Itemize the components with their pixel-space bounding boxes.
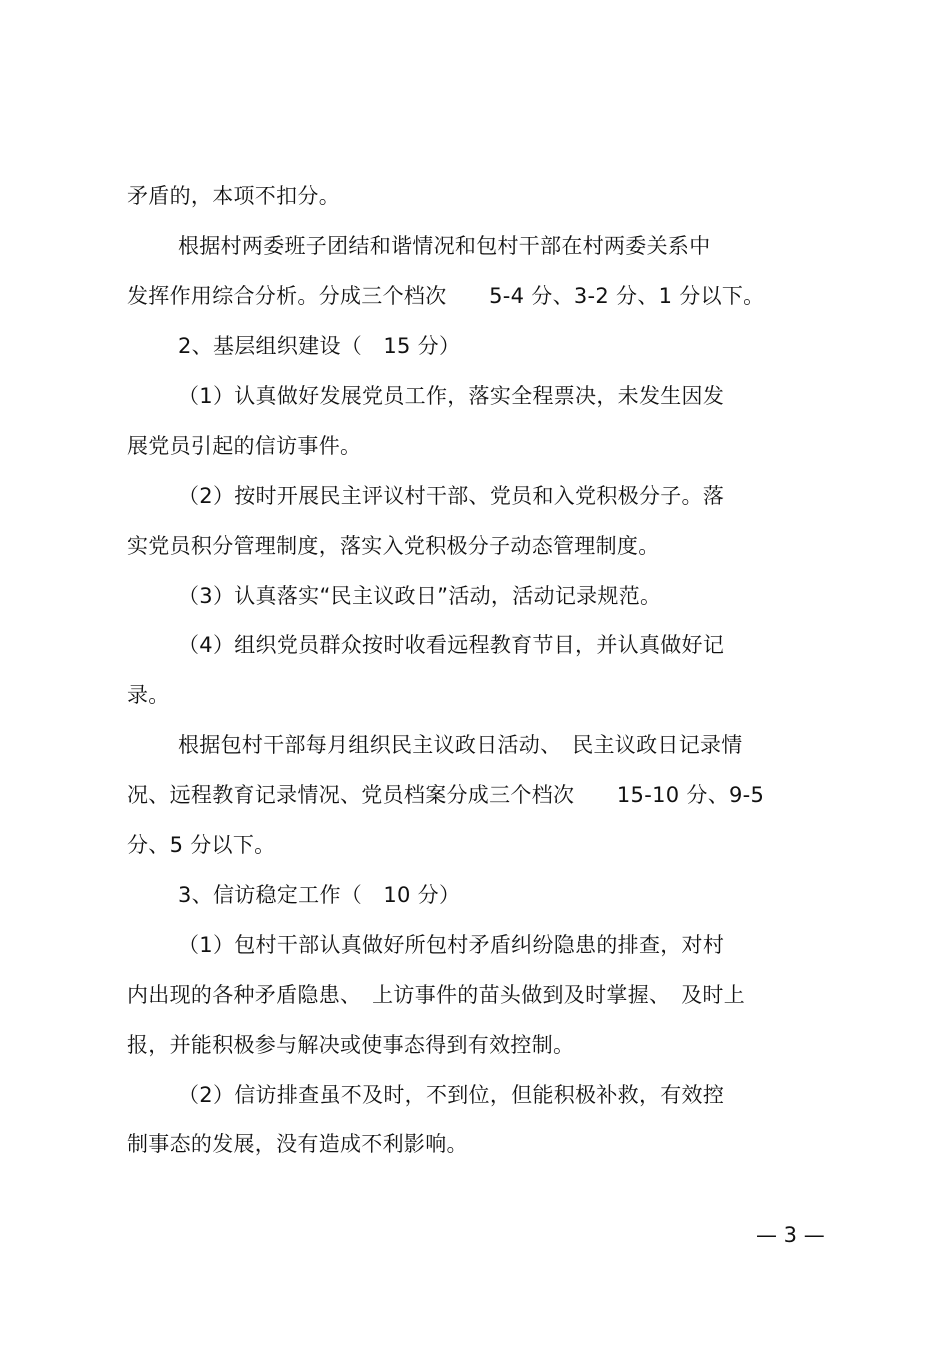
text-line: 矛盾的，本项不扣分。 (127, 184, 340, 208)
text-line: 发挥作用综合分析。分成三个档次 5-4 分、3-2 分、1 分以下。 (127, 284, 765, 308)
section-heading: 3、信访稳定工作（ 10 分） (178, 883, 461, 907)
text-line: 制事态的发展，没有造成不利影响。 (127, 1132, 468, 1156)
text-line: 况、远程教育记录情况、党员档案分成三个档次 15-10 分、9-5 (127, 783, 765, 807)
text-line: 录。 (127, 683, 170, 707)
text-line: （2）信访排查虽不及时，不到位，但能积极补救，有效控 (178, 1083, 725, 1107)
page-number: — 3 — (756, 1223, 825, 1247)
text-line: 展党员引起的信访事件。 (127, 434, 362, 458)
text-line: 分、5 分以下。 (127, 833, 276, 857)
text-line: （3）认真落实“民主议政日”活动，活动记录规范。 (178, 584, 662, 608)
text-line: （4）组织党员群众按时收看远程教育节目，并认真做好记 (178, 633, 725, 657)
text-line: 报，并能积极参与解决或使事态得到有效控制。 (127, 1033, 575, 1057)
text-line: 内出现的各种矛盾隐患、 上访事件的苗头做到及时掌握、 及时上 (127, 983, 745, 1007)
text-line: （2）按时开展民主评议村干部、党员和入党积极分子。落 (178, 484, 725, 508)
text-line: （1）认真做好发展党员工作，落实全程票决，未发生因发 (178, 384, 725, 408)
text-line: 根据村两委班子团结和谐情况和包村干部在村两委关系中 (178, 234, 711, 258)
text-line: （1）包村干部认真做好所包村矛盾纠纷隐患的排查，对村 (178, 933, 725, 957)
section-heading: 2、基层组织建设（ 15 分） (178, 334, 461, 358)
text-line: 实党员积分管理制度，落实入党积极分子动态管理制度。 (127, 534, 660, 558)
text-line: 根据包村干部每月组织民主议政日活动、 民主议政日记录情 (178, 733, 743, 757)
